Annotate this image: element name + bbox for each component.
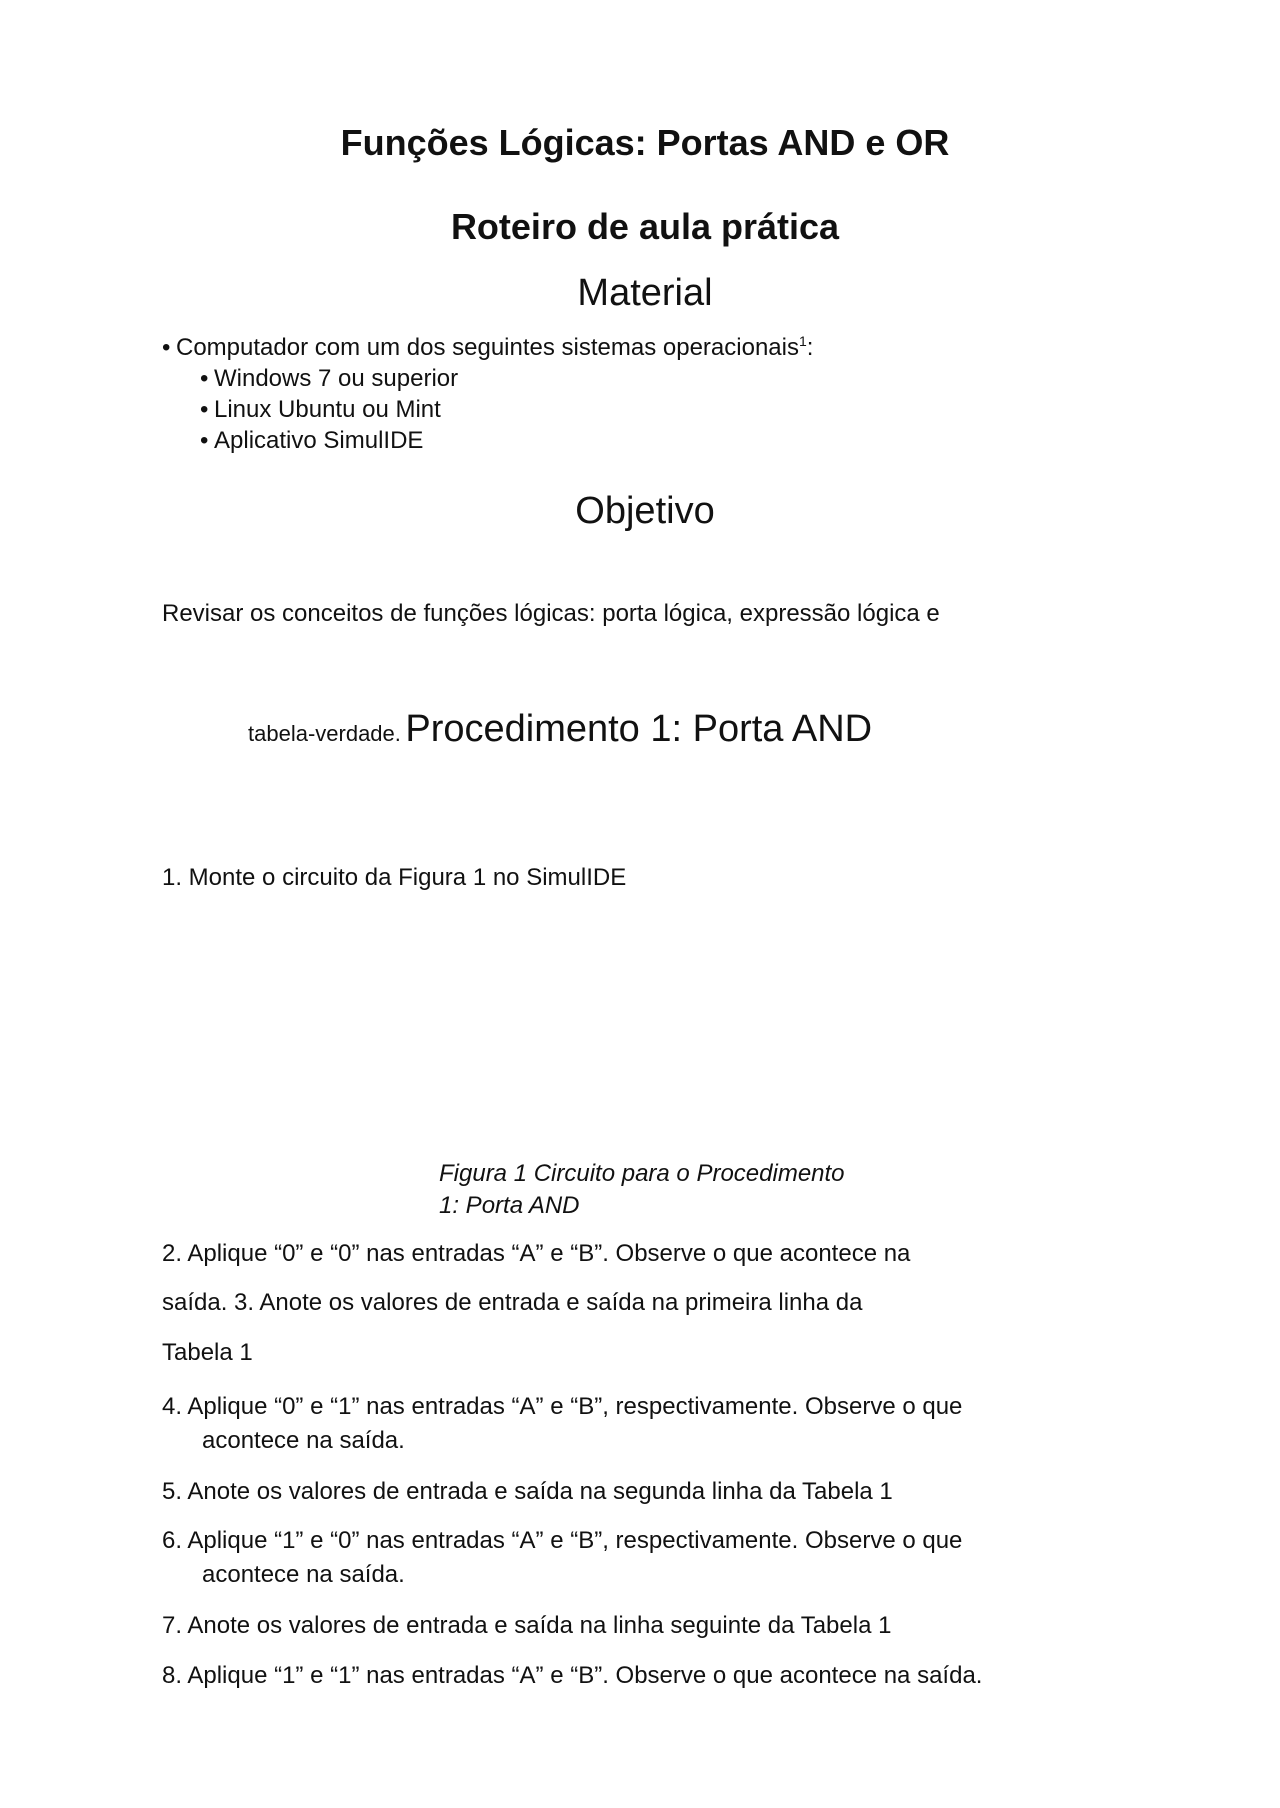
figure-caption bbox=[439, 1158, 909, 1222]
step-4 bbox=[162, 1390, 1112, 1458]
material-list bbox=[162, 332, 813, 456]
objetivo-text-line1: Revisar os conceitos de funções lógicas: porta lógica, expressão lógica e bbox=[162, 600, 940, 627]
step-5: 5. Anote os valores de entrada e saída na segunda linha da Tabela 1 bbox=[162, 1478, 893, 1505]
step-2-line2: saída. 3. Anote os valores de entrada e saída na primeira linha da bbox=[162, 1289, 863, 1316]
material-item bbox=[162, 332, 813, 363]
document-subtitle: Roteiro de aula prática bbox=[450, 206, 840, 247]
material-item-text: Computador com um dos seguintes sistemas operacionais bbox=[176, 334, 799, 361]
figure-caption-line2: 1: Porta AND bbox=[439, 1192, 580, 1219]
footnote-marker: 1 bbox=[798, 333, 807, 349]
objetivo-heading: Objetivo bbox=[575, 490, 715, 532]
bullet-icon: • bbox=[200, 365, 209, 392]
step-6-line2: acontece na saída. bbox=[202, 1561, 405, 1588]
material-item bbox=[162, 425, 813, 456]
objetivo-text-line2: tabela-verdade. bbox=[248, 721, 401, 746]
document-title: Funções Lógicas: Portas AND e OR bbox=[340, 122, 950, 163]
step-1: 1. Monte o circuito da Figura 1 no SimulIDE bbox=[162, 864, 627, 891]
step-4-line1: 4. Aplique “0” e “1” nas entradas “A” e “B”, respectivamente. Observe o que bbox=[162, 1393, 963, 1420]
step-6-line1: 6. Aplique “1” e “0” nas entradas “A” e “B”, respectivamente. Observe o que bbox=[162, 1527, 963, 1554]
material-item-text: Aplicativo SimulIDE bbox=[214, 427, 424, 454]
step-4-line2: acontece na saída. bbox=[202, 1427, 405, 1454]
step-2-line1: 2. Aplique “0” e “0” nas entradas “A” e “B”. Observe o que acontece na bbox=[162, 1240, 911, 1267]
bullet-icon: • bbox=[162, 334, 171, 361]
material-heading: Material bbox=[577, 272, 713, 314]
procedimento1-heading: Procedimento 1: Porta AND bbox=[405, 708, 873, 750]
material-item bbox=[162, 394, 813, 425]
step-8: 8. Aplique “1” e “1” nas entradas “A” e “B”. Observe o que acontece na saída. bbox=[162, 1662, 983, 1689]
objetivo-continuation bbox=[248, 708, 872, 751]
material-item bbox=[162, 363, 813, 394]
material-item-suffix: : bbox=[806, 334, 814, 361]
step-6 bbox=[162, 1524, 1112, 1592]
material-item-text: Linux Ubuntu ou Mint bbox=[214, 396, 441, 423]
step-2-line3: Tabela 1 bbox=[162, 1339, 253, 1366]
step-7: 7. Anote os valores de entrada e saída na linha seguinte da Tabela 1 bbox=[162, 1612, 892, 1639]
material-item-text: Windows 7 ou superior bbox=[214, 365, 459, 392]
figure-caption-line1: Figura 1 Circuito para o Procedimento bbox=[439, 1160, 845, 1187]
bullet-icon: • bbox=[200, 427, 209, 454]
bullet-icon: • bbox=[200, 396, 209, 423]
